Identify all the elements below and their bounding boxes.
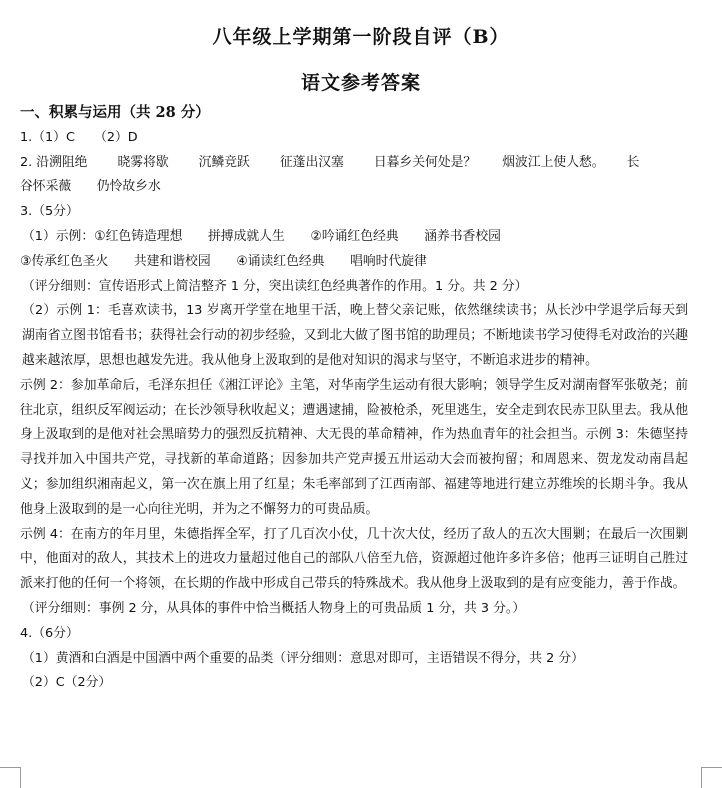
q2-item: 征蓬出汉塞 <box>279 154 344 170</box>
answer-q3-heading: 3.（5分） <box>20 204 79 220</box>
answer-q3-1-line1: （1）示例：①红色铸造理想 拼搏成就人生 ②吟诵红色经典 涵养书香校园 <box>22 228 501 244</box>
document-subtitle: 语文参考答案 <box>300 72 421 94</box>
answer-q3-1-line2: ③传承红色圣火 共建和谐校园 ④诵读红色经典 唱响时代旋律 <box>20 253 427 269</box>
answer-q2-line2: 谷怀采薇 仍怜故乡水 <box>20 179 161 195</box>
answer-q3-2-example4: 示例 4：在南方的年月里，朱德指挥全军，打了几百次小仗，几十次大仗，经历了敌人的五次大围剿；在最后一次围剿中，他面对的敌人，其技术上的进攻力量超过他自己的部队八倍至九倍，资源超过他许多许多倍；他再三证明自己胜过派来打他的任何一个将领，在长期的作战中形成自己带兵的特殊战术。我从他身上汲取到的是有应变能力，善于作战。 <box>20 526 688 592</box>
answer-q3-2-example2-3: 示例 2：参加革命后，毛泽东担任《湘江评论》主笔，对华南学生运动有很大影响；领导学生反对湖南督军张敬尧；前往北京，组织反军阀运动；在长沙领导秋收起义；遭遇逮捕，险被枪杀，死里逃生，安全走到农民赤卫队里去。我从他身上汲取到的是他对社会黑暗势力的强烈反抗精神、大无畏的革命精神，作为热血青年的社会担当。示例 3：朱德坚持寻找并加入中国共产党，寻找新的革命道路；因参加共产党声援五卅运动大会而被拘留；和周恩来、贺龙发动南昌起义；参加组织湘南起义，第一次在旗上用了红星；朱毛率部到了江西南部、福建等地进行建立苏维埃的长期斗争。我从他身上汲取到的是一心向往光明，并为之不懈努力的可贵品质。 <box>20 377 688 517</box>
answer-q1: 1.（1）C （2）D <box>20 129 138 145</box>
page-corner-mark-left <box>0 767 21 788</box>
answer-q3-1-scoring: （评分细则：宣传语形式上简洁整齐 1 分，突出读红色经典著作的作用。1 分。共 2 分） <box>22 278 528 294</box>
answer-q4-1: （1）黄酒和白酒是中国酒中两个重要的品类（评分细则：意思对即可，主语错误不得分，共 2 分） <box>22 650 584 666</box>
page-corner-mark-right <box>701 767 722 788</box>
answer-q2-line1 <box>20 151 688 176</box>
answer-q4-heading: 4.（6分） <box>20 625 79 641</box>
document-title: 八年级上学期第一阶段自评（B） <box>212 26 510 48</box>
q2-item: 沉鳞竞跃 <box>198 154 250 170</box>
q2-item: 长 <box>626 154 640 170</box>
answer-q4-2: （2）C（2分） <box>22 675 112 691</box>
answer-q3-2-example1: （2）示例 1：毛喜欢读书，13 岁离开学堂在地里干活，晚上替父亲记账，依然继续读书；从长沙中学退学后每天到湖南省立图书馆看书；获得社会行动的初步经验，又到北大做了图书馆的助理员；不断地读书学习使得毛对政治的兴趣越来越浓厚，思想也越发先进。我从他身上汲取到的是他对知识的渴求与坚守，不断追求进步的精神。 <box>22 303 688 368</box>
q2-item: 2. 沿溯阻绝 <box>20 154 88 170</box>
section-heading: 一、积累与运用（共 28 分） <box>20 104 210 121</box>
q2-item: 晓雾将歇 <box>117 154 169 170</box>
q2-item: 烟波江上使人愁。 <box>502 154 605 170</box>
q2-item: 日暮乡关何处是？ <box>373 154 477 170</box>
answer-content <box>20 101 688 696</box>
answer-q3-2-scoring: （评分细则：事例 2 分，从具体的事件中恰当概括人物身上的可贵品质 1 分，共 3 分。） <box>22 600 526 616</box>
